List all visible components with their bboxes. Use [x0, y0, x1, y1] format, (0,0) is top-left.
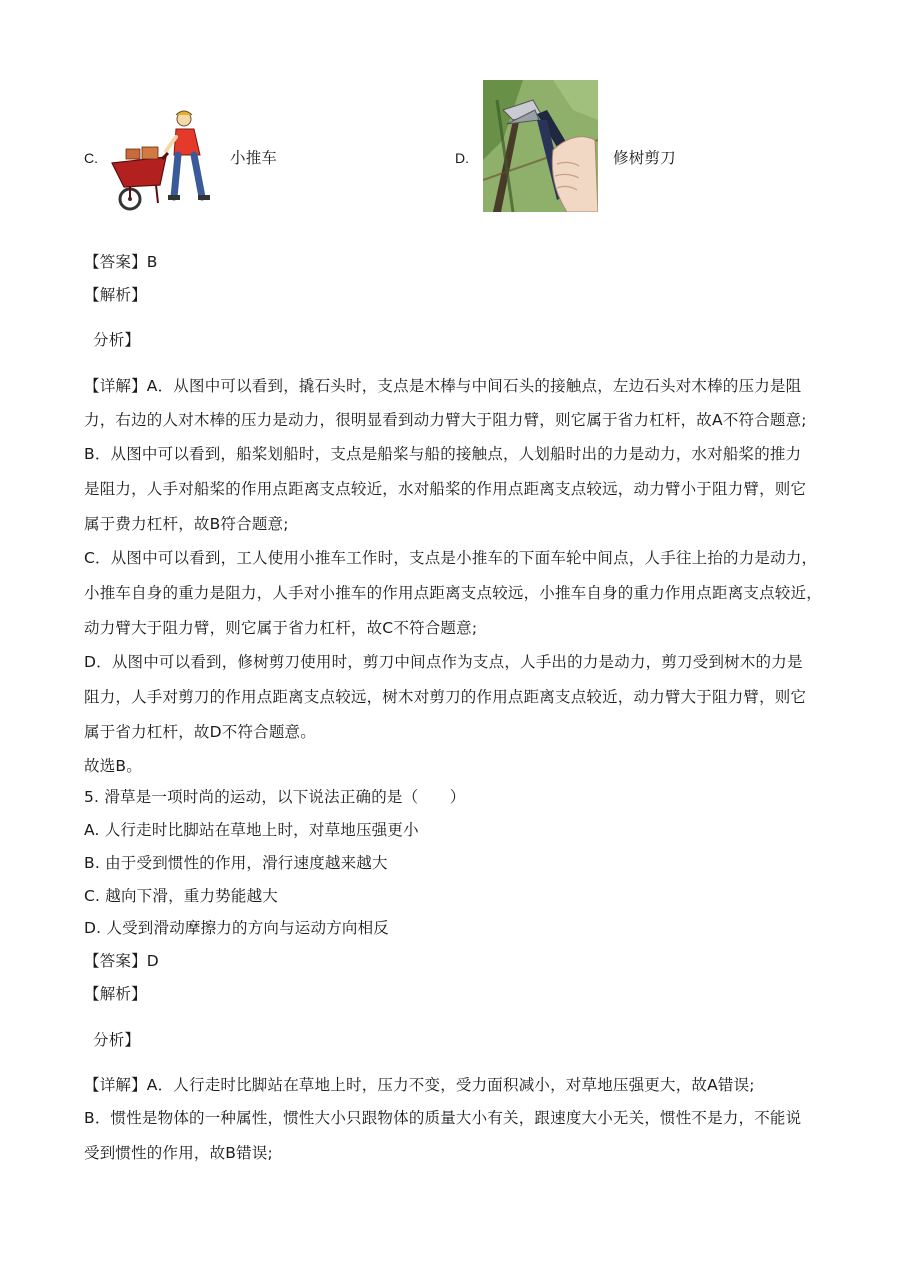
q4-jiexi: 【解析】 — [84, 286, 147, 304]
q5-jiexi: 【解析】 — [84, 985, 147, 1003]
q5-line: 【详解】A．人行走时比脚站在草地上时，压力不变，受力面积减小，对草地压强更大，故A错误; — [84, 1076, 755, 1094]
q5-option-d: D. 人受到滑动摩擦力的方向与运动方向相反 — [84, 919, 389, 937]
q4-line: 【详解】A．从图中可以看到，撬石头时，支点是木棒与中间石头的接触点，左边石头对木棒的压力是阻 — [84, 377, 802, 395]
q4-line: 动力臂大于阻力臂，则它属于省力杠杆，故C不符合题意; — [84, 619, 478, 637]
pruning-shears-photo — [483, 80, 598, 212]
wheelbarrow-worker-illustration — [108, 107, 220, 215]
option-d-letter: D. — [455, 150, 469, 166]
q4-line: 小推车自身的重力是阻力，人手对小推车的作用点距离支点较远，小推车自身的重力作用点距离支点较近， — [84, 584, 822, 602]
option-d-caption: 修树剪刀 — [613, 149, 676, 167]
option-c-caption: 小推车 — [230, 149, 278, 167]
option-c-letter: C. — [84, 150, 98, 166]
q5-stem: 5. 滑草是一项时尚的运动，以下说法正确的是（ ） — [84, 788, 466, 806]
q4-fenxi: 分析】 — [93, 331, 141, 349]
q4-conclusion: 故选B。 — [84, 757, 142, 775]
q5-option-b: B. 由于受到惯性的作用，滑行速度越来越大 — [84, 854, 388, 872]
q5-line: 受到惯性的作用，故B错误; — [84, 1144, 273, 1162]
q5-option-c: C. 越向下滑，重力势能越大 — [84, 887, 278, 905]
q4-line: D．从图中可以看到，修树剪刀使用时，剪刀中间点作为支点，人手出的力是动力，剪刀受到树木的力是 — [84, 653, 803, 671]
q4-line: 力，右边的人对木棒的压力是动力，很明显看到动力臂大于阻力臂，则它属于省力杠杆，故A不符合题意; — [84, 411, 807, 429]
q4-line: 属于费力杠杆，故B符合题意; — [84, 515, 289, 533]
q4-line: 属于省力杠杆，故D不符合题意。 — [84, 723, 316, 741]
q4-line: C．从图中可以看到，工人使用小推车工作时，支点是小推车的下面车轮中间点，人手往上抬的力是动力， — [84, 549, 818, 567]
q5-option-a: A. 人行走时比脚站在草地上时，对草地压强更小 — [84, 821, 419, 839]
q4-answer: 【答案】B — [84, 253, 158, 271]
q5-fenxi: 分析】 — [93, 1031, 141, 1049]
q4-line: 是阻力，人手对船桨的作用点距离支点较近，水对船桨的作用点距离支点较远，动力臂小于阻力臂，则它 — [84, 480, 807, 498]
q4-line: 阻力，人手对剪刀的作用点距离支点较远，树木对剪刀的作用点距离支点较近，动力臂大于阻力臂，则它 — [84, 688, 807, 706]
q5-line: B．惯性是物体的一种属性，惯性大小只跟物体的质量大小有关，跟速度大小无关，惯性不是力，不能说 — [84, 1109, 802, 1127]
q4-line: B．从图中可以看到，船桨划船时，支点是船桨与船的接触点，人划船时出的力是动力，水对船桨的推力 — [84, 445, 802, 463]
q5-answer: 【答案】D — [84, 952, 159, 970]
